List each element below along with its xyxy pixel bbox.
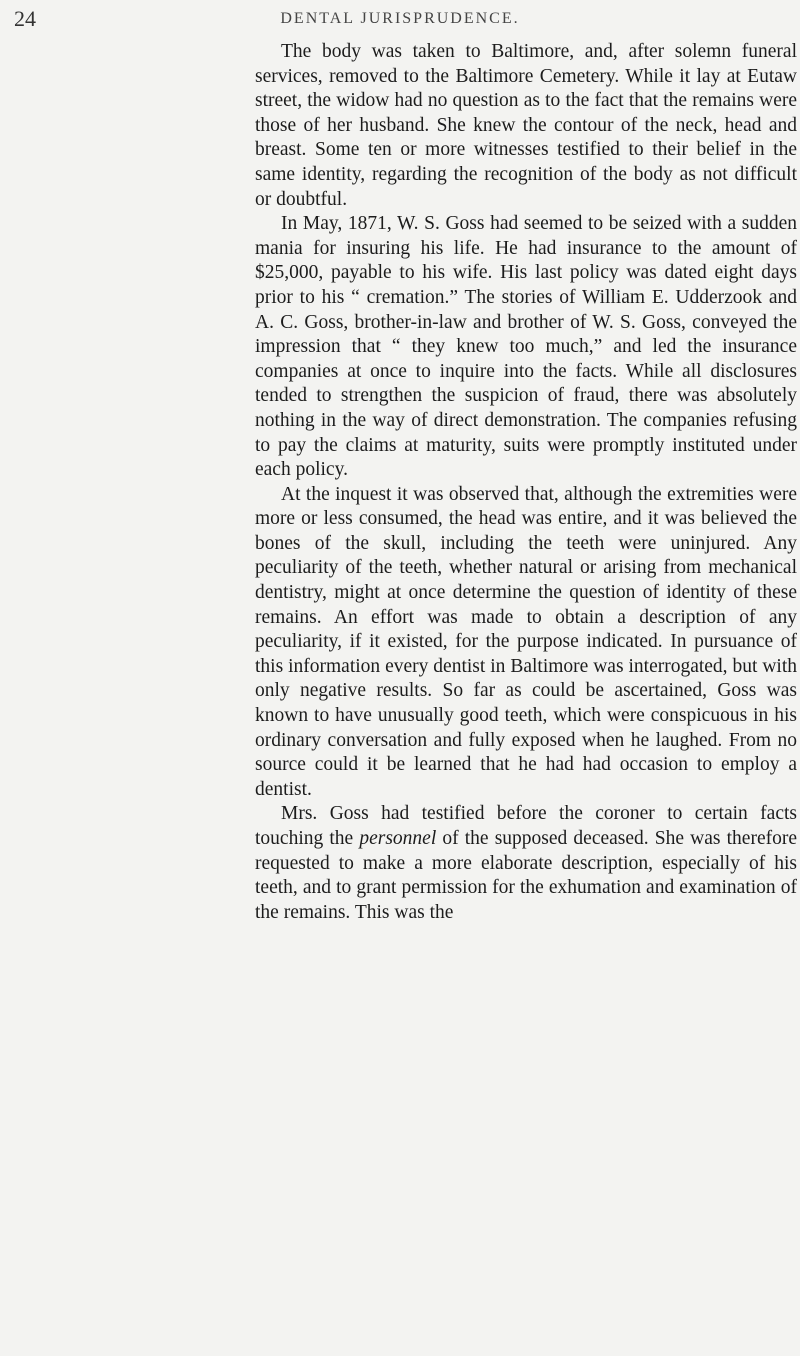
paragraph-mrs-goss [255,802,797,925]
paragraph-body-identification: The body was taken to Baltimore, and, after solemn funeral services, removed to the Baltimore Cemetery. While it lay at Eutaw street, the widow had no question as to the fact that the remains were those of her husband. She knew the contour of the neck, head and breast. Some ten or more witnesses testified to their belief in the same identity, regarding the recognition of the body as not difficult or doubtful. [255,41,797,210]
italic-term: personnel [359,828,437,849]
paragraph-inquest-teeth: At the inquest it was observed that, although the extremities were more or less consumed, the head was entire, and it was believed the bones of the skull, including the teeth were uninjured. Any peculiarity of the teeth, whether natural or arising from mechanical dentistry, might at once determine the question of identity of these remains. An effort was made to obtain a description of any peculiarity, if it existed, for the purpose indicated. In pursuance of this information every dentist in Baltimore was interrogated, but with only negative results. So far as could be ascertained, Goss was known to have unusually good teeth, which were conspicuous in his ordinary conversation and fully exposed when he laughed. From no source could it be learned that he had had occasion to employ a dentist. [255,483,797,800]
page-number: 24 [14,6,36,31]
body-text [255,40,797,925]
running-title: DENTAL JURISPRUDENCE. [280,10,520,27]
running-head [0,6,800,32]
paragraph-life-insurance: In May, 1871, W. S. Goss had seemed to be seized with a sudden mania for insuring his life. He had insurance to the amount of $25,000, payable to his wife. His last policy was dated eight days prior to his “ cremation.” The stories of William E. Udderzook and A. C. Goss, brother-in-law and brother of W. S. Goss, conveyed the impression that “ they knew too much,” and led the insurance companies at once to inquire into the facts. While all disclosures tended to strengthen the suspicion of fraud, there was absolutely nothing in the way of direct demonstration. The companies refusing to pay the claims at maturity, suits were promptly instituted under each policy. [255,213,797,481]
paragraph-text-end: of the supposed deceased. She was therefore requested to make a more elaborate description, especially of his teeth, and to grant permission for the exhumation and examination of the remains. This was the [255,828,797,923]
paragraph-text-start: Mrs. Goss had testified before the coroner to certain facts touching the [255,803,797,849]
